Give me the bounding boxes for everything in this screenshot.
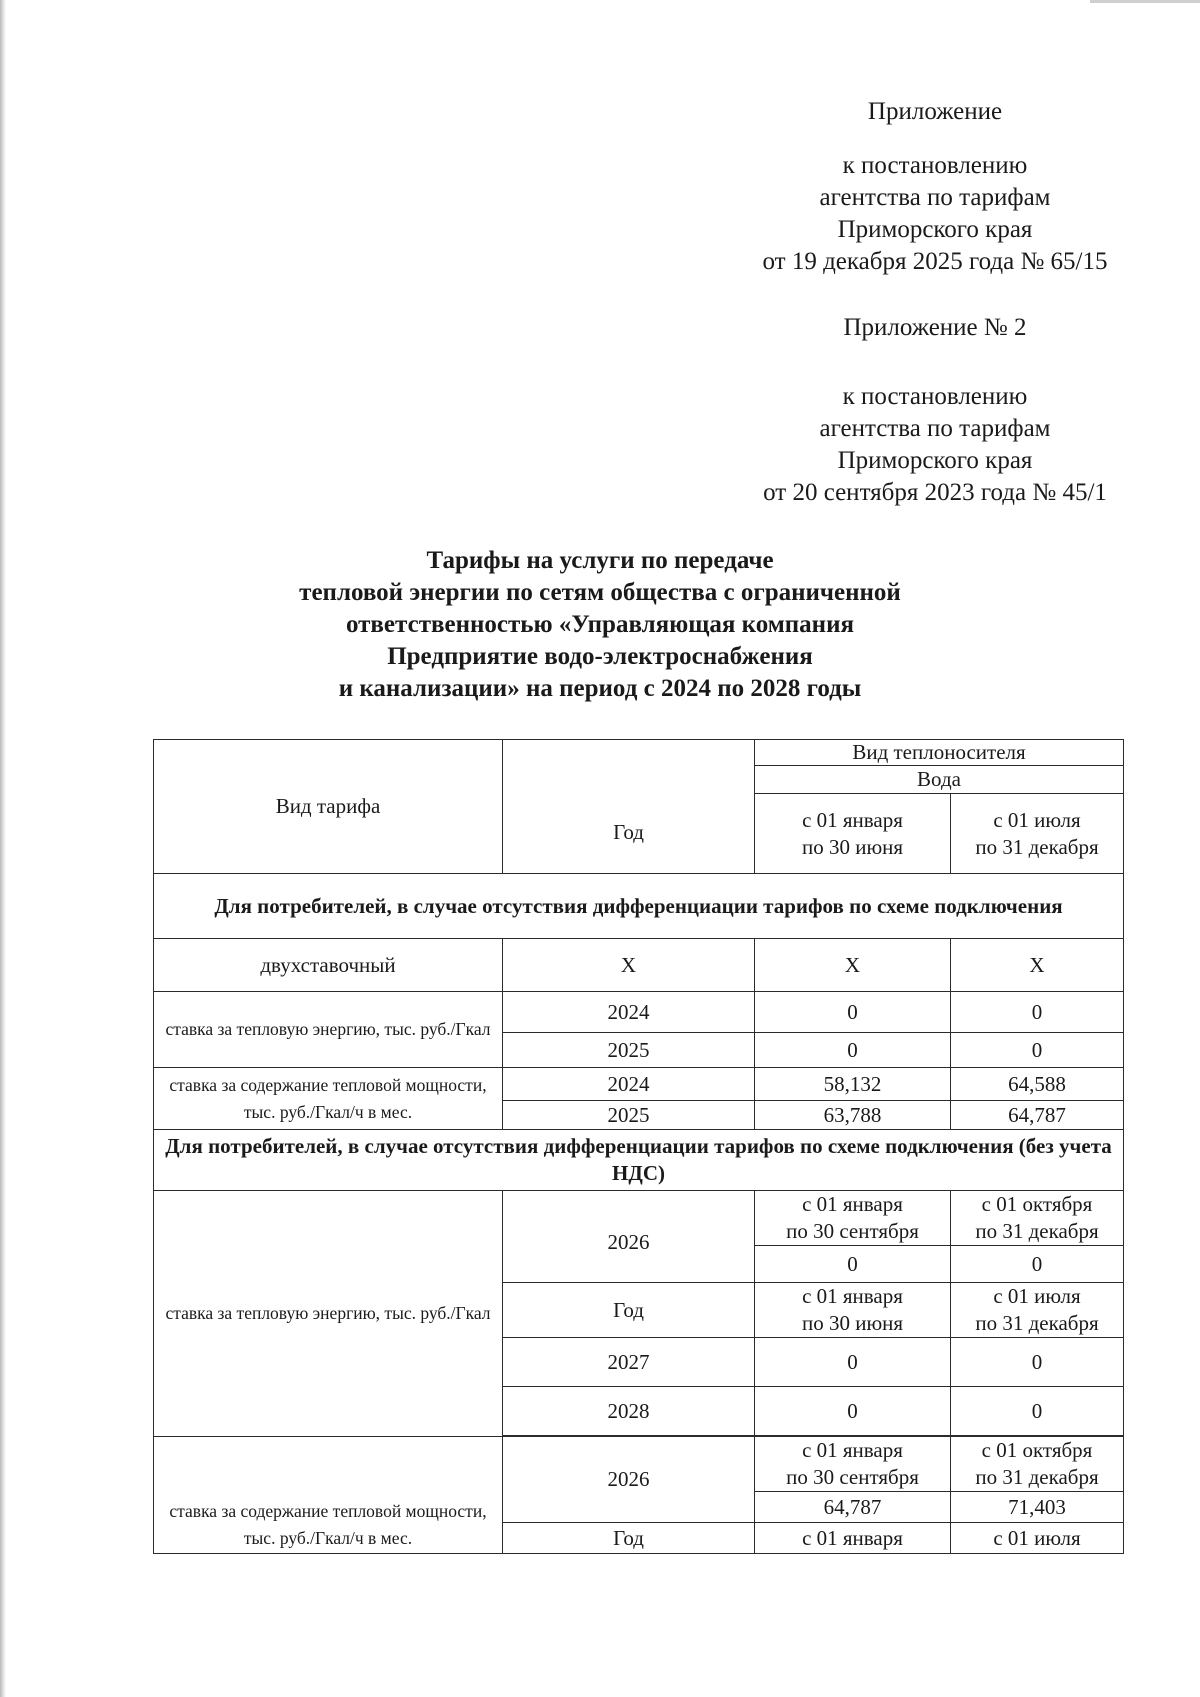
header-water: Вода [755,765,1124,793]
s1-capacity-year: 2024 [503,1068,755,1101]
table-row [154,1068,1124,1101]
resolution1-line: от 19 декабря 2025 года № 65/15 [762,248,1108,275]
s1-capacity-value: 58,132 [755,1068,951,1101]
table-row [154,939,1124,992]
s1-energy-rate-label: ставка за тепловую энергию, тыс. руб./Гкал [154,992,503,1068]
s2-capacity-next-period: с 01 июля [951,1523,1124,1554]
s2-capacity-period-oct-dec: с 01 октября по 31 декабря [951,1437,1124,1492]
appendix2-title [700,312,1170,344]
document-title [200,545,1000,705]
two-rate-v1: Х [755,939,951,992]
s1-energy-year: 2024 [503,992,755,1033]
tariff-table [153,739,1124,1554]
s2-energy-year: 2027 [503,1338,755,1387]
s2-capacity-value: 71,403 [951,1492,1124,1523]
header-period-jan-jun: с 01 января по 30 июня [755,794,951,874]
s2-energy-year: 2028 [503,1387,755,1436]
s2-energy-period-jan-sep: с 01 января по 30 сентября [755,1191,951,1246]
table-header-row [154,740,1124,766]
s2-energy-value: 0 [951,1387,1124,1436]
header-period-jul-dec: с 01 июля по 31 декабря [951,794,1124,874]
title-line: Предприятие водо-электроснабжения [387,643,813,670]
section-row [154,1130,1124,1191]
s1-capacity-value: 64,588 [951,1068,1124,1101]
table-row [154,1191,1124,1246]
table-row [154,992,1124,1033]
table-row [154,1437,1124,1492]
two-rate-v2: Х [951,939,1124,992]
scan-left-edge [0,0,6,1697]
s1-capacity-value: 64,787 [951,1101,1124,1130]
s2-energy-value: 0 [755,1387,951,1436]
title-line: тепловой энергии по сетям общества с ограниченной [299,579,901,606]
resolution1-reference [700,150,1170,278]
s2-energy-value: 0 [755,1338,951,1387]
s2-energy-value: 0 [951,1246,1124,1283]
s1-energy-value: 0 [755,992,951,1033]
resolution2-reference [700,381,1170,509]
resolution2-line: Приморского края [837,447,1033,474]
s2-energy-rate-label: ставка за тепловую энергию, тыс. руб./Гкал [154,1191,503,1437]
resolution1-line: к постановлению [842,152,1028,179]
s2-capacity-rate-label: ставка за содержание тепловой мощности, тыс. руб./Гкал/ч в мес. [154,1437,503,1554]
s2-energy-value: 0 [755,1246,951,1283]
two-rate-label: двухставочный [154,939,503,992]
resolution2-line: от 20 сентября 2023 года № 45/1 [763,479,1107,506]
s2-capacity-year-header: Год [503,1523,755,1554]
section-row [154,874,1124,939]
header-year: Год [503,740,755,874]
s2-capacity-next-period: с 01 января [755,1523,951,1554]
section1-heading: Для потребителей, в случае отсутствия дифференциации тарифов по схеме подключения [154,874,1124,939]
s2-energy-year: 2026 [503,1191,755,1283]
appendix2-title-text: Приложение № 2 [843,314,1027,341]
appendix1-title-text: Приложение [867,98,1003,125]
s2-energy-period-jul-dec: с 01 июля по 31 декабря [951,1283,1124,1338]
s1-capacity-year: 2025 [503,1101,755,1130]
s1-energy-value: 0 [951,992,1124,1033]
title-line: Тарифы на услуги по передаче [426,547,774,574]
section2-heading: Для потребителей, в случае отсутствия дифференциации тарифов по схеме подключения (без учета НДС) [154,1130,1124,1191]
s2-energy-value: 0 [951,1338,1124,1387]
title-line: и канализации» на период с 2024 по 2028 годы [338,675,862,702]
resolution1-line: Приморского края [837,216,1033,243]
s2-energy-period-jan-jun: с 01 января по 30 июня [755,1283,951,1338]
appendix1-title [700,96,1170,128]
s1-capacity-rate-label: ставка за содержание тепловой мощности, тыс. руб./Гкал/ч в мес. [154,1068,503,1130]
s1-energy-value: 0 [951,1033,1124,1068]
s2-energy-period-oct-dec: с 01 октября по 31 декабря [951,1191,1124,1246]
header-carrier-type: Вид теплоносителя [755,740,1124,766]
header-tariff-type: Вид тарифа [154,740,503,874]
s2-energy-year-header: Год [503,1283,755,1338]
s1-energy-year: 2025 [503,1033,755,1068]
resolution1-line: агентства по тарифам [819,184,1051,211]
s2-capacity-period-jan-sep: с 01 января по 30 сентября [755,1437,951,1492]
s2-capacity-value: 64,787 [755,1492,951,1523]
s1-capacity-value: 63,788 [755,1101,951,1130]
title-line: ответственностью «Управляющая компания [345,611,855,638]
two-rate-year: Х [503,939,755,992]
s1-energy-value: 0 [755,1033,951,1068]
resolution2-line: к постановлению [842,383,1028,410]
resolution2-line: агентства по тарифам [819,415,1051,442]
scan-top-edge [1090,0,1200,3]
s2-capacity-year: 2026 [503,1437,755,1523]
